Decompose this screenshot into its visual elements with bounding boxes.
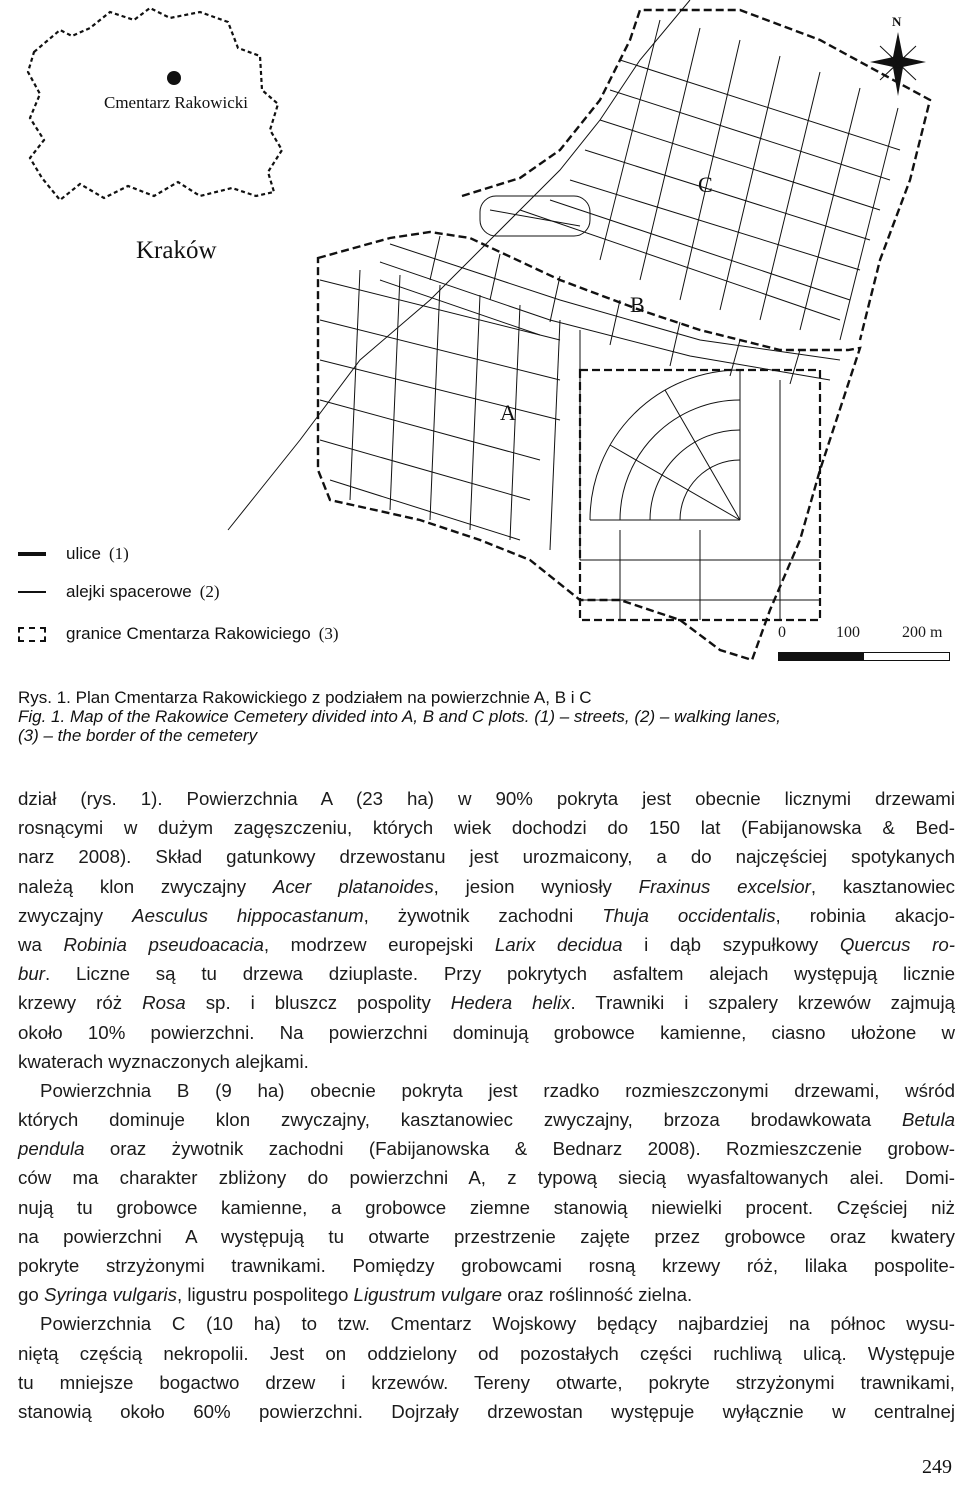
legend-label: granice Cmentarza Rakowiciego: [66, 624, 311, 643]
street-line-icon: [18, 547, 46, 561]
scale-bar-graphic: [778, 652, 950, 661]
legend-label: alejki spacerowe: [66, 582, 192, 601]
body-line: Powierzchnia B (9 ha) obecnie pokryta jest rzadko rozmieszczonymi drzewami, wśród: [40, 1079, 955, 1101]
caption-polish: Rys. 1. Plan Cmentarza Rakowickiego z podziałem na powierzchnie A, B i C: [18, 688, 592, 707]
plot-label-c: C: [698, 172, 713, 197]
plot-label-a: A: [500, 400, 516, 425]
page-number: 249: [922, 1456, 952, 1478]
figure-caption: [18, 688, 948, 745]
legend-label: ulice: [66, 544, 101, 563]
body-line: pokryte strzyżonymi trawnikami. Pomiędzy grobowcami rosną krzewy róż, lilaka pospolite-: [18, 1255, 955, 1276]
legend-item-lanes: [18, 580, 220, 604]
body-line: stanowią około 60% powierzchni. Dojrzały drzewostan występuje wyłącznie w centralnej: [18, 1400, 955, 1422]
scale-label-100: 100: [836, 624, 860, 641]
plot-b-grid: [380, 236, 840, 384]
plot-label-b: B: [630, 292, 645, 317]
body-line: narz 2008). Skład gatunkowy drzewostanu jest urozmaicony, a do najczęściej spotykanych: [18, 846, 955, 868]
scale-label-200: 200 m: [902, 624, 943, 641]
body-line: go Syringa vulgaris, ligustru pospolitego Ligustrum vulgare oraz roślinność zielna.: [18, 1284, 693, 1306]
body-line: na powierzchni A występują tu otwarte przestrzenie zajęte przez grobowce oraz kwatery: [18, 1225, 955, 1247]
inset-city-label: Kraków: [136, 237, 217, 264]
body-line: Powierzchnia C (10 ha) to tzw. Cmentarz Wojskowy będący najbardziej na północ wysu-: [40, 1313, 955, 1335]
body-line: dział (rys. 1). Powierzchnia A (23 ha) w 90% pokryta jest obecnie licznymi drzewami: [18, 788, 955, 809]
body-line: niętą częścią nekropolii. Jest on oddzielony od pozostałych części ruchliwą ulicą. Występuje: [18, 1342, 955, 1364]
body-line: zwyczajny Aesculus hippocastanum, żywotnik zachodni Thuja occidentalis, robinia akacjo-: [18, 904, 955, 926]
scale-bar: [778, 624, 952, 664]
scale-label-0: 0: [778, 624, 786, 641]
body-line: których dominuje klon zwyczajny, kasztanowiec zwyczajny, brzoza brodawkowata Betula: [18, 1109, 955, 1131]
legend-number: (3): [318, 624, 339, 643]
legend-item-streets: [18, 542, 129, 566]
body-line: bur. Liczne są tu drzewa dziuplaste. Przy pokrytych asfaltem alejach występują licznie: [18, 963, 955, 985]
body-line: około 10% powierzchni. Na powierzchni dominują grobowce kamienne, ciasno ułożone w: [18, 1021, 955, 1043]
body-line: kwaterach wyznaczonych alejkami.: [18, 1050, 309, 1072]
body-line: ców ma charakter zbliżony do powierzchni A, z typową siecią wyasfaltowanych alei. Domi-: [18, 1167, 955, 1189]
inset-cemetery-label: Cmentarz Rakowicki: [104, 93, 248, 112]
cemetery-map-figure: [0, 0, 960, 668]
caption-english: Fig. 1. Map of the Rakowice Cemetery divided into A, B and C plots. (1) – streets, (2) – walking lanes,: [18, 707, 781, 726]
article-body: [18, 784, 955, 1426]
body-line: krzewy róż Rosa sp. i bluszcz pospolity Hedera helix. Trawniki i szpalery krzewów zajmują: [18, 992, 955, 1014]
body-line: należą klon zwyczajny Acer platanoides, jesion wyniosły Fraxinus excelsior, kasztanowiec: [18, 875, 955, 897]
lane-line-icon: [18, 585, 46, 599]
body-line: wa Robinia pseudoacacia, modrzew europejski Larix decidua i dąb szypułkowy Quercus ro-: [18, 933, 955, 955]
legend-number: (1): [108, 544, 129, 563]
body-line: nują tu grobowce kamienne, a grobowce ziemne stanowią niewielki procent. Częściej niż: [18, 1196, 955, 1218]
plot-a-grid: [320, 270, 580, 560]
body-line: pendula oraz żywotnik zachodni (Fabijanowska & Bednarz 2008). Rozmieszczenie grobow-: [18, 1138, 955, 1160]
body-line: rosnącymi w dużym zagęszczeniu, których wiek dochodzi do 150 lat (Fabijanowska & Bed-: [18, 817, 955, 839]
street-diagonal: [228, 0, 690, 530]
border-dashed-icon: [18, 627, 46, 641]
caption-english-cont: (3) – the border of the cemetery: [18, 726, 258, 745]
legend-item-border: [18, 622, 339, 646]
plot-c-grid: [480, 20, 900, 340]
legend-number: (2): [199, 582, 220, 601]
svg-text:N: N: [892, 14, 902, 29]
plot-a-circle-section: [580, 370, 820, 620]
body-line: tu mniejsze bogactwo drzew i krzewów. Tereny otwarte, pokryte strzyżonymi trawnikami,: [18, 1371, 955, 1393]
cemetery-location-dot: [167, 71, 181, 85]
